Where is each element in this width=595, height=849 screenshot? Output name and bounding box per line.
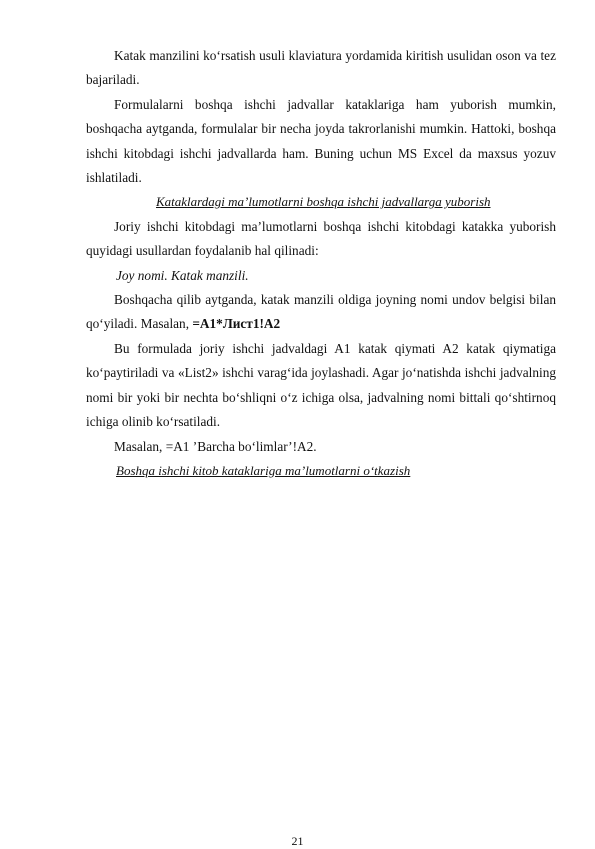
- paragraph-2: Formulalarni boshqa ishchi jadvallar kataklariga ham yuborish mumkin, boshqacha aytganda, formulalar bir necha joyda takrorlanishi mumkin. Hattoki, boshqa ishchi kitobdagi ishchi jadvallarda ham. Buning uchun MS Excel da maxsus yozuv ishlatiladi.: [86, 96, 556, 186]
- paragraph-5: Bu formulada joriy ishchi jadvaldagi A1 katak qiymati A2 katak qiymatiga ko‘paytiriladi va «List2» ishchi varag‘ida joylashadi. Agar jo‘natishda ishchi jadvalning nomi bir yoki bir nechta bo‘shliqni o‘z ichiga olsa, jadvalning nomi bittali qo‘shtirnoq ichiga olinib ko‘rsatiladi.: [86, 340, 556, 430]
- document-page: [86, 44, 556, 483]
- paragraph-4: [86, 288, 556, 337]
- paragraph-1: Katak manzilini ko‘rsatish usuli klaviatura yordamida kiritish usulidan oson va tez bajariladi.: [86, 48, 556, 88]
- section-heading-2: Boshqa ishchi kitob kataklariga ma’lumotlarni o‘tkazish: [116, 462, 411, 478]
- page-number: 21: [291, 834, 304, 848]
- section-heading-1: Kataklardagi ma’lumotlarni boshqa ishchi jadvallarga yuborish: [156, 194, 491, 210]
- paragraph-3: Joriy ishchi kitobdagi ma’lumotlarni boshqa ishchi kitobdagi katakka yuborish quyidagi usullardan foydalanib hal qilinadi:: [86, 218, 556, 259]
- paragraph-6: Masalan, =A1 ’Barcha bo‘limlar’!A2.: [114, 438, 317, 454]
- formula-example: =A1*Лист1!A2: [192, 316, 281, 332]
- italic-line: Joy nomi. Katak manzili.: [116, 267, 249, 283]
- paragraph-4-text: Boshqacha qilib aytganda, katak manzili oldiga joyning nomi undov belgisi bilan qo‘yiladi. Masalan,: [86, 292, 556, 332]
